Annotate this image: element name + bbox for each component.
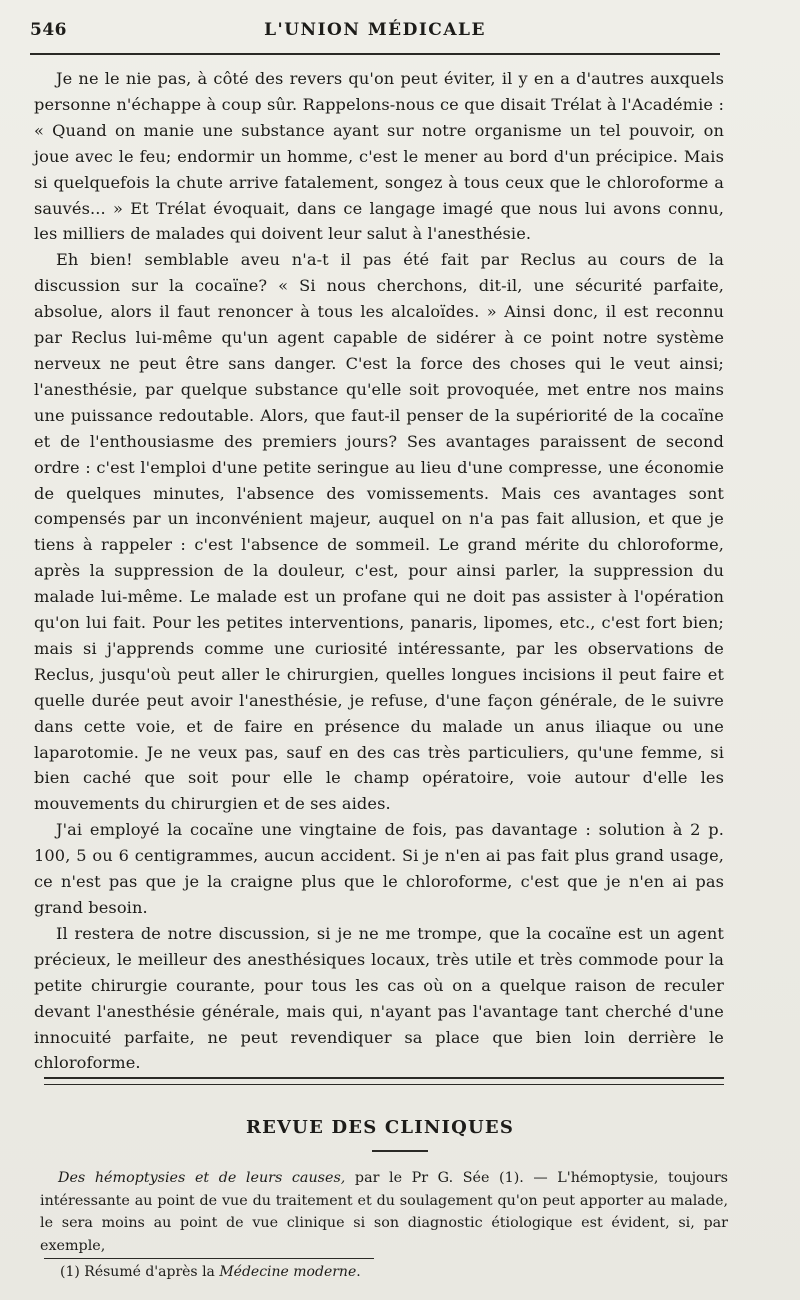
article-body — [34, 66, 724, 1076]
footnote-text: Résumé d'après la — [79, 1264, 220, 1280]
paragraph: Je ne le nie pas, à côté des revers qu'on peut éviter, il y en a d'autres auxquels personne n'échappe à coup sûr. Rappelons-nous ce que disait Trélat à l'Académie : « Quand on manie une substance ayant sur notre organisme un tel pouvoir, on joue avec le feu; endormir un homme, c'est le mener au bord d'un précipice. Mais si quelquefois la chute arrive fatalement, songez à tous ceux que le chloroforme a sauvés... » Et Trélat évoquait, dans ce langage imagé que nous lui avons connu, les milliers de malades qui doivent leur salut à l'anesthésie. — [34, 69, 724, 244]
page-number: 546 — [30, 20, 67, 40]
paragraph: J'ai employé la cocaïne une vingtaine de fois, pas davantage : solution à 2 p. 100, 5 ou 6 centigrammes, aucun accident. Si je n'en ai pas fait plus grand usage, ce n'est pas que je la craigne plus que le chloroforme, c'est que je n'en ai pas grand besoin. — [34, 820, 724, 917]
paragraph: Il restera de notre discussion, si je ne me trompe, que la cocaïne est un agent précieux, le meilleur des anesthésiques locaux, très utile et très commode pour la petite chirurgie courante, pour tous les cas où on a quelque raison de reculer devant l'anesthésie générale, mais qui, n'ayant pas l'avantage tant cherché d'une innocuité parfaite, ne peut revendiquer sa place que bien loin derrière le chloroforme. — [34, 923, 724, 1073]
review-article-title: Des hémoptysies et de leurs causes, — [58, 1170, 346, 1186]
page-header — [30, 18, 720, 46]
section-title-underline — [372, 1150, 428, 1152]
running-title: L'UNION MÉDICALE — [264, 20, 486, 40]
review-paragraph — [40, 1167, 728, 1257]
review-article-text: par le Pr G. Sée (1). — L'hémoptysie, toujours intéressante au point de vue du traitement et du soulagement qu'on peut apporter au malade, le sera moins au point de vue clinique si son diagnostic étiologique est évident, si, par exemple, — [40, 1170, 728, 1254]
section-title: REVUE DES CLINIQUES — [245, 1117, 515, 1138]
footnote-marker: (1) — [60, 1264, 80, 1280]
footnote — [60, 1262, 720, 1282]
header-rule — [30, 53, 720, 55]
footnote-end: . — [356, 1264, 361, 1280]
paragraph: Eh bien! semblable aveu n'a-t il pas été fait par Reclus au cours de la discussion sur la cocaïne? « Si nous cherchons, dit-il, une sécurité parfaite, absolue, alors il faut renoncer à tous les alcaloïdes. » Ainsi donc, il est reconnu par Reclus lui-même qu'un agent capable de sidérer à ce point notre système nerveux ne peut être sans danger. C'est la force des choses qui le veut ainsi; l'anesthésie, par quelque substance qu'elle soit provoquée, met entre nos mains une puissance redoutable. Alors, que faut-il penser de la supériorité de la cocaïne et de l'enthousiasme des premiers jours? Ses avantages paraissent de second ordre : c'est l'emploi d'une petite seringue au lieu d'une compresse, une économie de quelques minutes, l'absence des vomissements. Mais ces avantages sont compensés par un inconvénient majeur, auquel on n'a pas fait allusion, et que je tiens à rappeler : c'est l'absence de sommeil. Le grand mérite du chloroforme, après la suppression de la douleur, c'est, pour ainsi parler, la suppression du malade lui-même. Le malade est un profane qui ne doit pas assister à l'opération qu'on lui fait. Pour les petites interventions, panaris, lipomes, etc., c'est fort bien; mais si j'apprends comme une curiosité intéressante, par les observations de Reclus, jusqu'où peut aller le chirurgien, quelles longues incisions il peut faire et quelle durée peut avoir l'anesthésie, je refuse, d'une façon générale, de le suivre dans cette voie, et de faire en présence du malade un anus iliaque ou une laparotomie. Je ne veux pas, sauf en des cas très particuliers, qu'une femme, si bien caché que soit pour elle le champ opératoire, voie autour d'elle les mouvements du chirurgien et de ses aides. — [34, 250, 724, 814]
section-divider — [44, 1077, 724, 1085]
review-text — [40, 1167, 728, 1257]
footnote-rule — [44, 1258, 374, 1259]
footnote-journal: Médecine moderne — [219, 1264, 357, 1280]
